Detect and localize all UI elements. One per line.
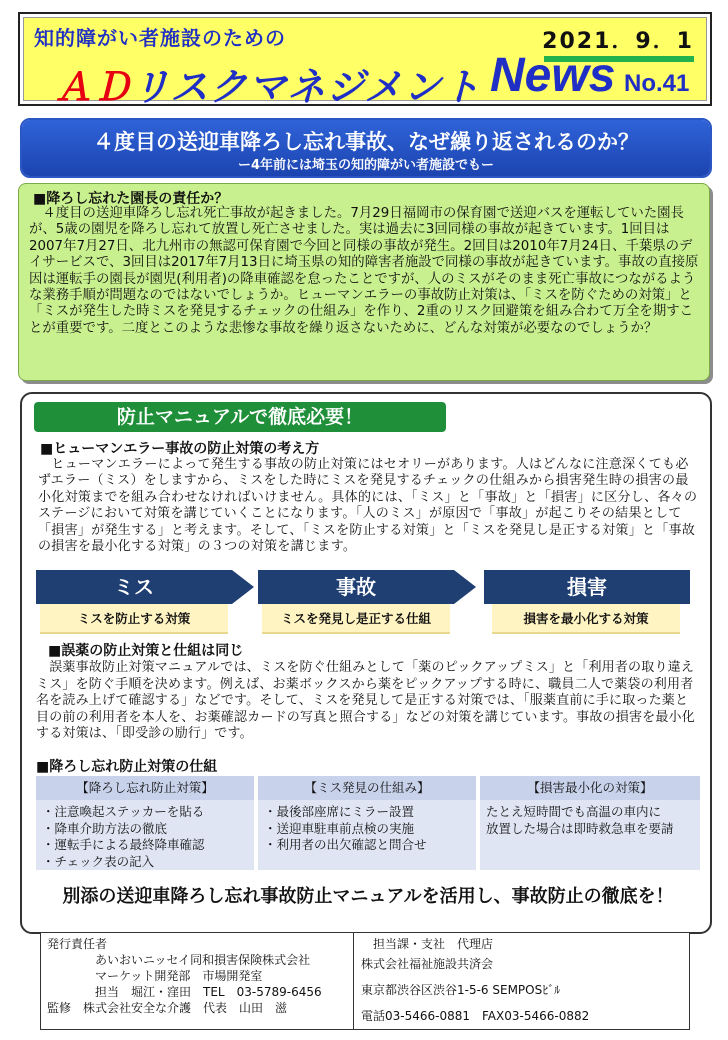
section-heading-mechanism: ■降ろし忘れ防止対策の仕組 xyxy=(36,759,218,775)
list-item: ・送迎車駐車前点検の実施 xyxy=(264,820,415,836)
publisher-company: あいおいニッセイ同和損害保険株式会社 xyxy=(47,953,311,967)
list-item: ・チェック表の記入 xyxy=(42,853,155,869)
table-header-detection: 【ミス発見の仕組み】 xyxy=(258,776,476,800)
title-main: リスクマネジメント xyxy=(132,65,482,109)
list-item: ・最後部座席にミラー設置 xyxy=(264,804,415,819)
table-cell-detection xyxy=(258,800,476,870)
intro-box xyxy=(18,183,710,381)
flow-arrow-icon xyxy=(454,570,476,604)
issue-date: 2021．9．1 xyxy=(542,29,694,54)
agent-label: 担当課・支社 代理店 xyxy=(361,937,494,951)
title-ad: ＡＤ xyxy=(54,65,133,109)
news-logo: News xyxy=(490,49,616,102)
list-item: ・注意喚起ステッカーを貼る xyxy=(42,804,205,819)
headline-box xyxy=(20,118,712,178)
flow-step-damage: 損害 xyxy=(484,570,690,604)
section-heading-medication: ■誤薬の防止対策と仕組は同じ xyxy=(48,643,244,659)
footer-box xyxy=(40,932,690,1030)
intro-body: ４度目の送迎車降ろし忘れ死亡事故が起きました。7月29日福岡市の保育園で送迎バスを運転していた園長が、5歳の園児を降ろし忘れて放置し死亡させました。実は過去に3回同様の事故が起きています。1回目は2007年7月27日、北九州市の無認可保育園で今回と同様の事故が発生。2回目は2010年7月24日、千葉県のデイサービスで、3回目は2017年7月13日に埼玉県の知的障害者施設で同様の事故が起きています。事故の直接原因は運転手の園長が園児(利用者)の降車確認を怠ったことですが、人のミスがそのまま死亡事故につながるような業務手順が問題なのではないでしょうか。ヒューマンエラーの事故防止対策は、「ミスを防ぐための対策」と「ミスが発生した時ミスを発見するチェックの仕組み」を作り、2重のリスク回避策を組み合わて万全を期すことが重要です。二度とこのような悲惨な事故を繰り返さないために、どんな対策が必要なのでしょうか？ xyxy=(29,206,699,336)
list-item: ・降車介助方法の徹底 xyxy=(42,820,168,836)
list-item: ・利用者の出欠確認と問合せ xyxy=(264,837,427,852)
table-header-prevention: 【降ろし忘れ防止対策】 xyxy=(36,776,254,800)
section-body-medication: 誤薬事故防止対策マニュアルでは、ミスを防ぐ仕組みとして「薬のピックアップミス」と「利用者の取り違えミス」を防ぐ手順を決めます。例えば、お薬ボックスから薬をピックアップする時に、職員二人で薬袋の利用者名を読み上げて確認する」などです。そして、ミスを発見して是正する対策では、「服薬直前に手に取った薬と目の前の利用者を本人を、お薬確認カードの写真と照合する」などの対策を講じています。事故の損害を最小化する対策は、「即受診の励行」です。 xyxy=(36,660,695,742)
flow-step-accident: 事故 xyxy=(258,570,454,604)
intro-heading: ■降ろし忘れた園長の責任か？ xyxy=(33,191,229,207)
newsletter-subtitle: 知的障がい者施設のための xyxy=(34,26,286,50)
footer-divider xyxy=(353,933,354,1029)
agent-phone: 電話03-5466-0881 FAX03-5466-0882 xyxy=(361,1009,590,1023)
flow-arrow-icon xyxy=(232,570,254,604)
table-cell-mitigation xyxy=(480,800,700,870)
flow-sub-accident: ミスを発見し是正する仕組 xyxy=(262,604,450,634)
section-heading-theory: ■ヒューマンエラー事故の防止対策の考え方 xyxy=(40,441,320,457)
headline-title: ４度目の送迎車降ろし忘れ事故、なぜ繰り返されるのか？ xyxy=(93,130,639,154)
newsletter-title xyxy=(54,56,481,111)
flow-sub-damage: 損害を最小化する対策 xyxy=(492,604,680,634)
agent-company: 株式会社福祉施設共済会 xyxy=(361,957,494,971)
list-item: たとえ短時間でも高温の車内に xyxy=(486,804,662,819)
headline-subtitle: ー4年前には埼玉の知的障がい者施設でもー xyxy=(237,158,495,173)
table-header-mitigation: 【損害最小化の対策】 xyxy=(480,776,700,800)
publisher-department: マーケット開発部 市場開発室 xyxy=(47,969,263,983)
supervisor: 監修 株式会社安全な介護 代表 山田 滋 xyxy=(47,1001,288,1015)
agent-address: 東京都渋谷区渋谷1-5-6 SEMPOSﾋﾞﾙ xyxy=(361,983,561,997)
flow-step-mistake: ミス xyxy=(36,570,232,604)
newsletter-header xyxy=(18,12,712,109)
section-body-theory: ヒューマンエラーによって発生する事故の防止対策にはセオリーがあります。人はどんなに注意深くても必ずエラー（ミス）をしますから、ミスをした時にミスを発見するチェックの仕組みから損害発生時の損害の最小化対策までを組み合わせなければいけません。具体的には、「ミス」と「事故」と「損害」に区分し、各々のステージにおいて対策を講じていくことになります。「人のミス」が原因で「事故」が起こりその結果として「損害」が発生する」と考えます。そして、「ミスを防止する対策」と「ミスを発見し是正する対策」と「事故の損害を最小化する対策」の３つの対策を講じます。 xyxy=(38,457,698,555)
publisher-label: 発行責任者 xyxy=(47,937,108,951)
call-to-action: 別添の送迎車降ろし忘れ事故防止マニュアルを活用し、事故防止の徹底を！ xyxy=(62,886,674,907)
publisher-contact: 担当 堀江・窪田 TEL 03-5789-6456 xyxy=(47,985,322,999)
table-cell-prevention xyxy=(36,800,254,870)
issue-number: No.41 xyxy=(624,70,690,97)
list-item: 放置した場合は即時救急車を要請 xyxy=(486,820,674,836)
manual-section xyxy=(20,392,712,934)
manual-banner: 防止マニュアルで徹底必要！ xyxy=(34,402,446,432)
header-band xyxy=(23,17,707,109)
list-item: ・運転手による最終降車確認 xyxy=(42,837,205,852)
flow-sub-mistake: ミスを防止する対策 xyxy=(40,604,228,634)
